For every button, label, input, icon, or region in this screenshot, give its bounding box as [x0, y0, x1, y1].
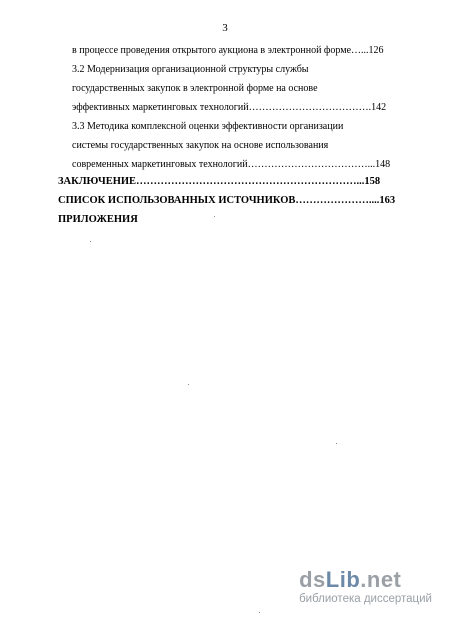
- toc-line-conclusion: ЗАКЛЮЧЕНИЕ………………………………………………………...158: [58, 176, 381, 187]
- scan-speck: [214, 216, 215, 217]
- page-number: 3: [222, 22, 228, 34]
- toc-line: современных маркетинговых технологий………………………………...148: [72, 159, 391, 170]
- watermark-tagline: библиотека диссертаций: [299, 593, 432, 605]
- toc-line-references: СПИСОК ИСПОЛЬЗОВАННЫХ ИСТОЧНИКОВ…………………....163: [58, 195, 396, 206]
- toc-line: в процессе проведения открытого аукциона в электронной форме…...126: [72, 45, 384, 56]
- toc-line: 3.2 Модернизация организационной структуры службы: [72, 64, 309, 75]
- toc-line: государственных закупок в электронной форме на основе: [72, 83, 318, 94]
- toc-line: системы государственных закупок на основе использования: [72, 140, 329, 151]
- scan-speck: [336, 443, 337, 444]
- toc-line: 3.3 Методика комплексной оценки эффективности организации: [72, 121, 344, 132]
- watermark-logo: dsLib.net: [299, 567, 402, 592]
- watermark: [299, 568, 432, 605]
- toc-line: эффективных маркетинговых технологий……………………………….142: [72, 102, 387, 113]
- scan-speck: [90, 241, 91, 242]
- scan-speck: [259, 612, 260, 613]
- toc-line-appendices: ПРИЛОЖЕНИЯ: [58, 214, 138, 225]
- scan-speck: [188, 384, 189, 385]
